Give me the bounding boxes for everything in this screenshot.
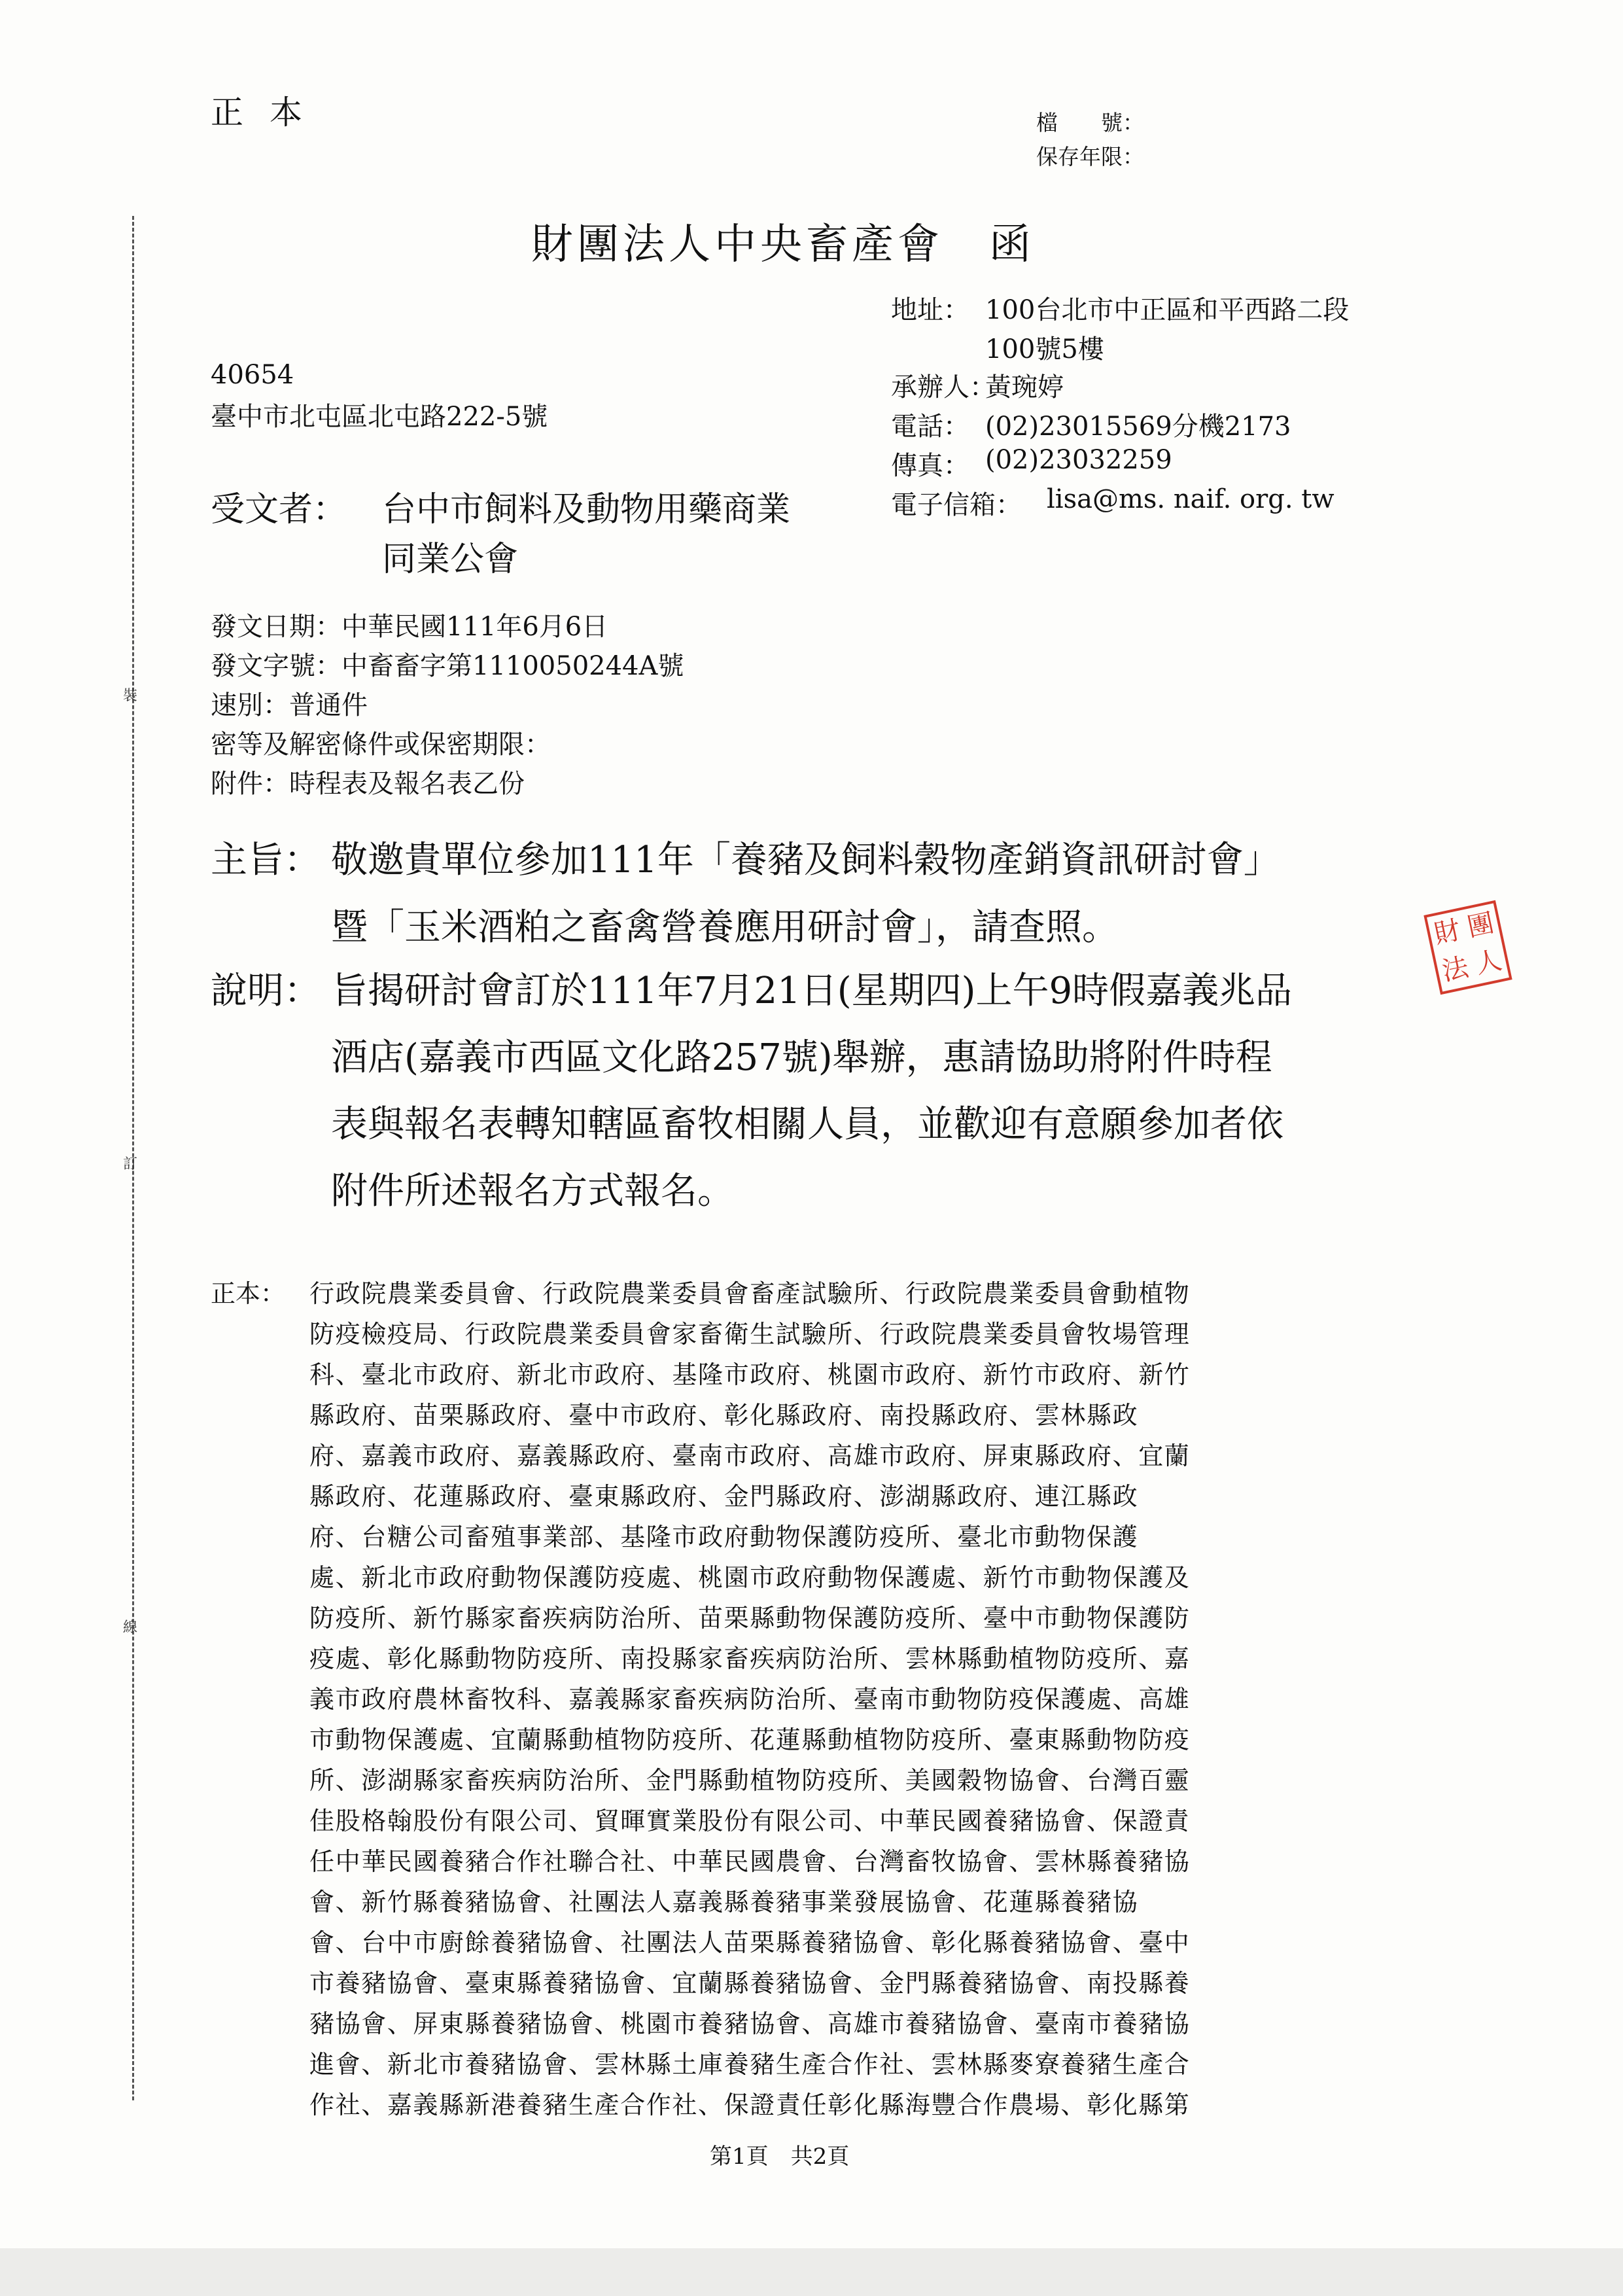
explanation-line-4: 附件所述報名方式報名。 (331, 1170, 734, 1212)
distribution-line: 行政院農業委員會、行政院農業委員會畜產試驗所、行政院農業委員會動植物 (309, 1279, 1191, 1308)
subject-line-1: 敬邀貴單位參加111年「養豬及飼料穀物產銷資訊研討會」 (331, 839, 1280, 881)
classification: 密等及解密條件或保密期限： (211, 730, 551, 760)
distribution-label: 正本： (211, 1279, 286, 1308)
subject-label: 主旨： (211, 839, 321, 881)
distribution-line: 處、新北市政府動物保護防疫處、桃園市政府動物保護處、新竹市動物保護及 (309, 1563, 1191, 1592)
retention-label: 保存年限： (1036, 144, 1144, 169)
explanation-line-1: 旨揭研討會訂於111年7月21日(星期四)上午9時假嘉義兆品 (331, 970, 1293, 1012)
seal-char: 法 (1439, 952, 1471, 987)
document-title: 財團法人中央畜產會 函 (531, 221, 1035, 269)
distribution-line: 會、新竹縣養豬協會、社團法人嘉義縣養豬事業發展協會、花蓮縣養豬協 (309, 1888, 1139, 1916)
distribution-line: 豬協會、屏東縣養豬協會、桃園市養豬協會、高雄市養豬協會、臺南市養豬協 (309, 2009, 1191, 2038)
distribution-line: 疫處、彰化縣動物防疫所、南投縣家畜疾病防治所、雲林縣動植物防疫所、嘉 (309, 1644, 1191, 1673)
copy-mark: 正本 (211, 94, 328, 132)
distribution-line: 府、嘉義市政府、嘉義縣政府、臺南市政府、高雄市政府、屏東縣政府、宜蘭 (309, 1441, 1191, 1470)
recipient-postcode: 40654 (211, 360, 294, 390)
email-label: 電子信箱： (891, 490, 1022, 520)
distribution-line: 所、澎湖縣家畜疾病防治所、金門縣動植物防疫所、美國穀物協會、台灣百靈 (309, 1766, 1191, 1795)
issue-date: 發文日期：中華民國111年6月6日 (211, 612, 608, 642)
address-line-1: 100台北市中正區和平西路二段 (985, 295, 1350, 325)
organization-seal (1423, 900, 1512, 995)
binding-mark-stitch: 訂 (123, 1156, 138, 1173)
explanation-line-2: 酒店(嘉義市西區文化路257號)舉辦，惠請協助將附件時程 (331, 1036, 1272, 1079)
seal-char: 團 (1465, 908, 1497, 943)
email-value: lisa@ms. naif. org. tw (1047, 484, 1335, 514)
distribution-line: 會、台中市廚餘養豬協會、社團法人苗栗縣養豬協會、彰化縣養豬協會、臺中 (309, 1928, 1191, 1957)
address-line-2: 100號5樓 (985, 334, 1104, 364)
contact-label: 承辦人： (891, 372, 996, 402)
seal-char: 人 (1473, 945, 1505, 980)
recipient-address: 臺中市北屯區北屯路222-5號 (211, 402, 548, 432)
recipient-name-line-2: 同業公會 (382, 540, 519, 579)
distribution-line: 進會、新北市養豬協會、雲林縣土庫養豬生產合作社、雲林縣麥寮養豬生產合 (309, 2050, 1191, 2079)
explanation-label: 說明： (211, 970, 321, 1012)
distribution-line: 佳股格翰股份有限公司、貿暉實業股份有限公司、中華民國養豬協會、保證責 (309, 1807, 1191, 1835)
seal-char: 財 (1431, 915, 1463, 950)
recipient-label: 受文者： (211, 490, 347, 529)
distribution-line: 縣政府、花蓮縣政府、臺東縣政府、金門縣政府、澎湖縣政府、連江縣政 (309, 1482, 1139, 1511)
binding-mark-line: 線 (123, 1619, 138, 1636)
document-number: 發文字號：中畜畜字第1110050244A號 (211, 651, 684, 681)
distribution-line: 防疫所、新竹縣家畜疾病防治所、苗栗縣動物保護防疫所、臺中市動物保護防 (309, 1604, 1191, 1633)
scan-bottom-edge (0, 2248, 1623, 2296)
distribution-line: 義市政府農林畜牧科、嘉義縣家畜疾病防治所、臺南市動物防疫保護處、高雄 (309, 1685, 1191, 1714)
distribution-line: 縣政府、苗栗縣政府、臺中市政府、彰化縣政府、南投縣政府、雲林縣政 (309, 1401, 1139, 1430)
distribution-line: 府、台糖公司畜殖事業部、基隆市政府動物保護防疫所、臺北市動物保護 (309, 1523, 1139, 1551)
distribution-line: 任中華民國養豬合作社聯合社、中華民國農會、台灣畜牧協會、雲林縣養豬協 (309, 1847, 1191, 1876)
binding-mark-bind: 裝 (123, 688, 138, 704)
phone-value: (02)23015569分機2173 (985, 412, 1291, 442)
priority: 速別：普通件 (211, 690, 368, 720)
distribution-line: 防疫檢疫局、行政院農業委員會家畜衛生試驗所、行政院農業委員會牧場管理 (309, 1320, 1191, 1349)
distribution-line: 作社、嘉義縣新港養豬生產合作社、保證責任彰化縣海豐合作農場、彰化縣第 (309, 2091, 1191, 2119)
page-footer: 第1頁 共2頁 (710, 2144, 850, 2170)
phone-label: 電話： (891, 412, 969, 442)
attachment: 附件：時程表及報名表乙份 (211, 769, 525, 799)
distribution-line: 市養豬協會、臺東縣養豬協會、宜蘭縣養豬協會、金門縣養豬協會、南投縣養 (309, 1969, 1191, 1998)
distribution-line: 科、臺北市政府、新北市政府、基隆市政府、桃園市政府、新竹市政府、新竹 (309, 1360, 1191, 1389)
address-label: 地址： (891, 295, 969, 325)
recipient-name-line-1: 台中市飼料及動物用藥商業 (382, 490, 791, 529)
subject-line-2: 暨「玉米酒粕之畜禽營養應用研討會」，請查照。 (331, 906, 1119, 949)
contact-name: 黃琬婷 (985, 372, 1064, 402)
distribution-line: 市動物保護處、宜蘭縣動植物防疫所、花蓮縣動植物防疫所、臺東縣動物防疫 (309, 1725, 1191, 1754)
fax-value: (02)23032259 (985, 445, 1172, 475)
explanation-line-3: 表與報名表轉知轄區畜牧相關人員，並歡迎有意願參加者依 (331, 1103, 1283, 1146)
fax-label: 傳真： (891, 451, 969, 481)
file-number-label: 檔 號： (1036, 110, 1144, 135)
